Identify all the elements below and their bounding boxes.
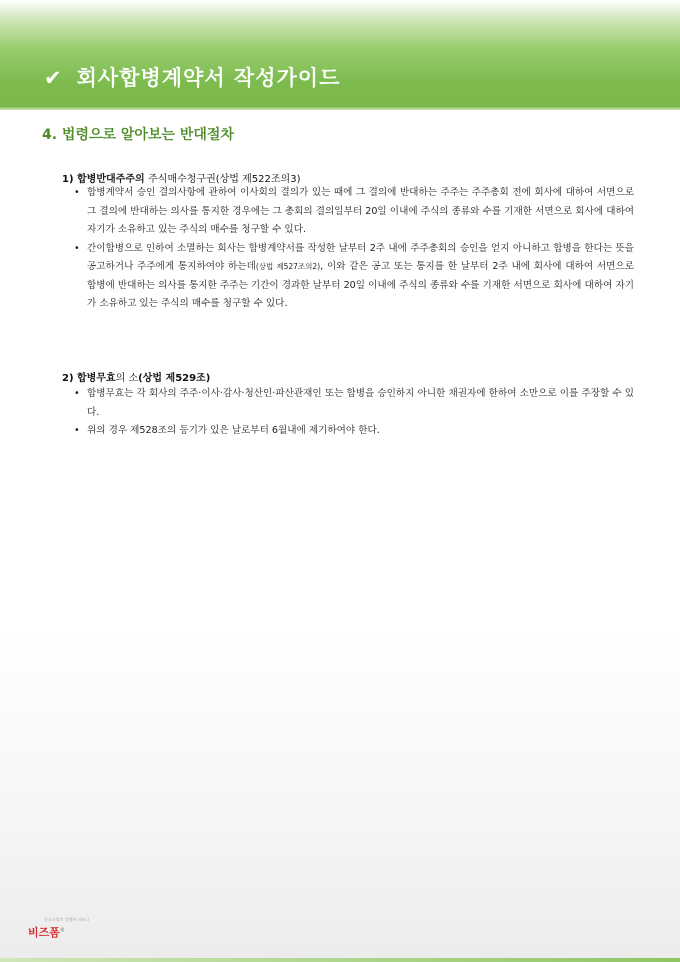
checkmark-icon: ✔ xyxy=(44,66,63,90)
list-item-text: 합병무효는 각 회사의 주주·이사·감사·청산인·파산관재인 또는 합병을 승인하지 아니한 채권자에 한하여 소만으로 이를 주장할 수 있다. xyxy=(87,388,634,418)
list-item xyxy=(74,240,634,314)
footer-line xyxy=(0,958,680,962)
list-item-text: , 이와 같은 공고 또는 통지를 한 날부터 2주 내에 회사에 대하여 서면으로 합병에 반대하는 의사를 통지한 주주는 기간이 경과한 날부터 20일 이내에 주식의 종류와 수를 기재한 서면으로 회사에 대하여 자기가 소유하고 있는 주식의 매수를 청구할 수 있다. xyxy=(87,261,634,309)
document-title xyxy=(44,62,340,92)
subsection-2-title-c: (상법 제529조) xyxy=(138,373,211,384)
subsection-2-title xyxy=(62,369,210,384)
list-item xyxy=(74,184,634,240)
list-item xyxy=(74,385,634,422)
list-item xyxy=(74,422,634,441)
subsection-2-number: 2) xyxy=(62,373,74,384)
document-title-text: 회사합병계약서 작성가이드 xyxy=(76,66,341,90)
statute-reference: (상법 제527조의2) xyxy=(255,262,321,271)
subsection-2-title-b: 의 소 xyxy=(115,373,139,384)
list-item-text: 합병계약서 승인 결의사항에 관하여 이사회의 결의가 있는 때에 그 결의에 반대하는 주주는 주주총회 전에 회사에 대하여 서면으로 그 결의에 반대하는 의사를 통지한 경우에는 그 총회의 결의일부터 20일 이내에 주식의 종류와 수를 기재한 서면으로 회사에 대하여 자기가 소유하고 있는 주식의 매수를 청구할 수 있다. xyxy=(87,187,634,235)
logo-text: 비즈폼 xyxy=(28,926,60,939)
section-title: 4. 법령으로 알아보는 반대절차 xyxy=(42,127,234,143)
subsection-1-title-a: 합병반대주주의 xyxy=(77,174,145,185)
subsection-1-list xyxy=(74,184,634,314)
subsection-1-title xyxy=(62,170,300,185)
subsection-2-list xyxy=(74,385,634,441)
logo-tagline: 중소기업의 경쟁력 파트너 xyxy=(44,917,90,922)
header-banner xyxy=(0,0,680,110)
list-item-text: 위의 경우 제528조의 등기가 있은 날로부터 6월내에 제기하여야 한다. xyxy=(87,425,380,436)
list-item-text: 간이합병으로 인하여 소멸하는 회사는 합병계약서를 작성한 날부터 2주 내에 주주총회의 승인을 얻지 아니하고 합병을 한다는 뜻을 공고하거나 주주에게 통지하여야 하는데 xyxy=(87,242,634,272)
company-logo xyxy=(28,924,65,940)
subsection-2-title-a: 합병무효 xyxy=(77,373,116,384)
registered-mark-icon: ® xyxy=(59,927,65,934)
subsection-1-title-b: 주식매수청구권(상법 제522조의3) xyxy=(148,174,301,185)
subsection-1-number: 1) xyxy=(62,174,74,185)
footer-background xyxy=(0,632,680,962)
